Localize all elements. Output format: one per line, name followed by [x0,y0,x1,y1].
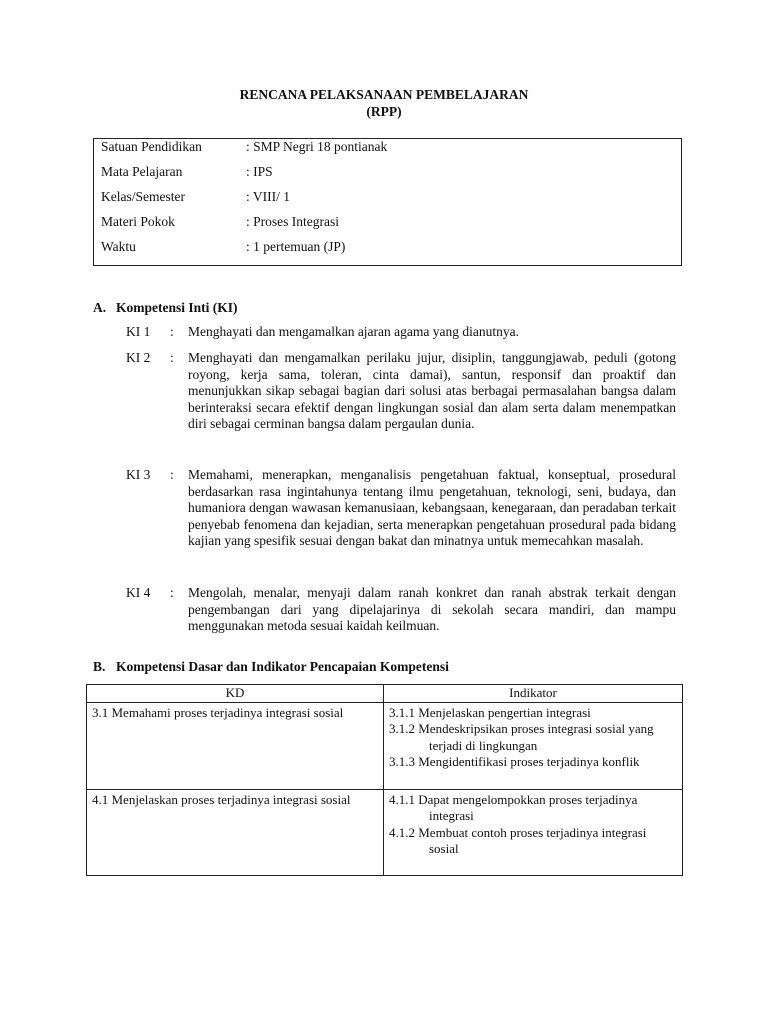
identity-label: Materi Pokok [101,214,175,229]
kd-indicator-table [86,684,683,876]
ki-code: KI 2 [126,350,151,365]
ki-code: KI 3 [126,467,151,482]
identity-value: : 1 pertemuan (JP) [246,239,346,254]
indicator-cell [384,703,683,790]
section-letter: B. [93,659,106,674]
section-title: Kompetensi Dasar dan Indikator Pencapaian Kompetensi [116,659,449,674]
identity-value: : VIII/ 1 [246,189,290,204]
section-letter: A. [93,300,107,315]
section-b-heading [93,659,449,676]
indicator-item: 4.1.2 Membuat contoh proses terjadinya integrasi sosial [389,824,647,856]
section-a-heading [93,300,238,317]
section-title: Kompetensi Inti (KI) [116,300,238,315]
ki-text: Memahami, menerapkan, menganalisis pengetahuan faktual, konseptual, prosedural berdasarkan rasa ingintahunya tentang ilmu pengetahuan, teknologi, seni, budaya, dan humaniora dengan wawasan kemanusiaan, kebangsaan, kenegaraan, dan peradaban terkait penyebab fenomena dan kejadian, serta menerapkan pengetahuan prosedural pada bidang kajian yang spesifik sesuai dengan bakat dan minatnya untuk memecahkan masalah. [188,467,676,548]
column-header-kd: KD [87,685,384,703]
ki-text: Mengolah, menalar, menyaji dalam ranah konkret dan ranah abstrak terkait dengan pengembangan dari yang dipelajarinya di sekolah secara mandiri, dan mampu menggunakan metoda sesuai kaidah keilmuan. [188,585,676,633]
table-row [87,790,683,876]
identity-box [93,138,682,266]
table-header-row [87,685,683,703]
indicator-item: 3.1.3 Mengidentifikasi proses terjadinya konflik [389,753,640,769]
indicator-cell [384,790,683,876]
identity-label: Mata Pelajaran [101,164,183,179]
kd-cell [87,703,384,790]
identity-label: Satuan Pendidikan [101,139,202,154]
identity-value: : SMP Negri 18 pontianak [246,139,388,154]
identity-label: Waktu [101,239,136,254]
indicator-item: 3.1.2 Mendeskripsikan proses integrasi sosial yang terjadi di lingkungan [389,721,654,753]
document-subtitle: (RPP) [366,104,402,119]
table-row [87,703,683,790]
kd-cell [87,790,384,876]
ki-code: KI 4 [126,585,151,600]
column-header-indikator: Indikator [384,685,683,703]
ki-colon: : [170,585,174,600]
ki-text: Menghayati dan mengamalkan ajaran agama yang dianutnya. [188,324,519,339]
identity-label: Kelas/Semester [101,189,185,204]
indicator-item: 3.1.1 Menjelaskan pengertian integrasi [389,705,591,720]
indicator-item: 4.1.1 Dapat mengelompokkan proses terjadinya integrasi [389,792,638,824]
kd-text: 3.1 Memahami proses terjadinya integrasi sosial [92,705,344,720]
ki-colon: : [170,467,174,482]
kd-text: 4.1 Menjelaskan proses terjadinya integrasi sosial [92,792,351,807]
document-title: RENCANA PELAKSANAAN PEMBELAJARAN [239,87,529,102]
ki-code: KI 1 [126,324,151,339]
ki-text: Menghayati dan mengamalkan perilaku jujur, disiplin, tanggungjawab, peduli (gotong royong, kerja sama, toleran, cinta damai), santun, responsif dan proaktif dan menunjukkan sikap sebagai bagian dari solusi atas berbagai permasalahan bangsa dalam berinteraksi secara efektif dengan lingkungan sosial dan alam serta dalam menempatkan diri sebagai cerminan bangsa dalam pergaulan dunia. [188,350,676,431]
ki-colon: : [170,350,174,365]
identity-value: : IPS [246,164,273,179]
ki-colon: : [170,324,174,339]
identity-value: : Proses Integrasi [246,214,339,229]
